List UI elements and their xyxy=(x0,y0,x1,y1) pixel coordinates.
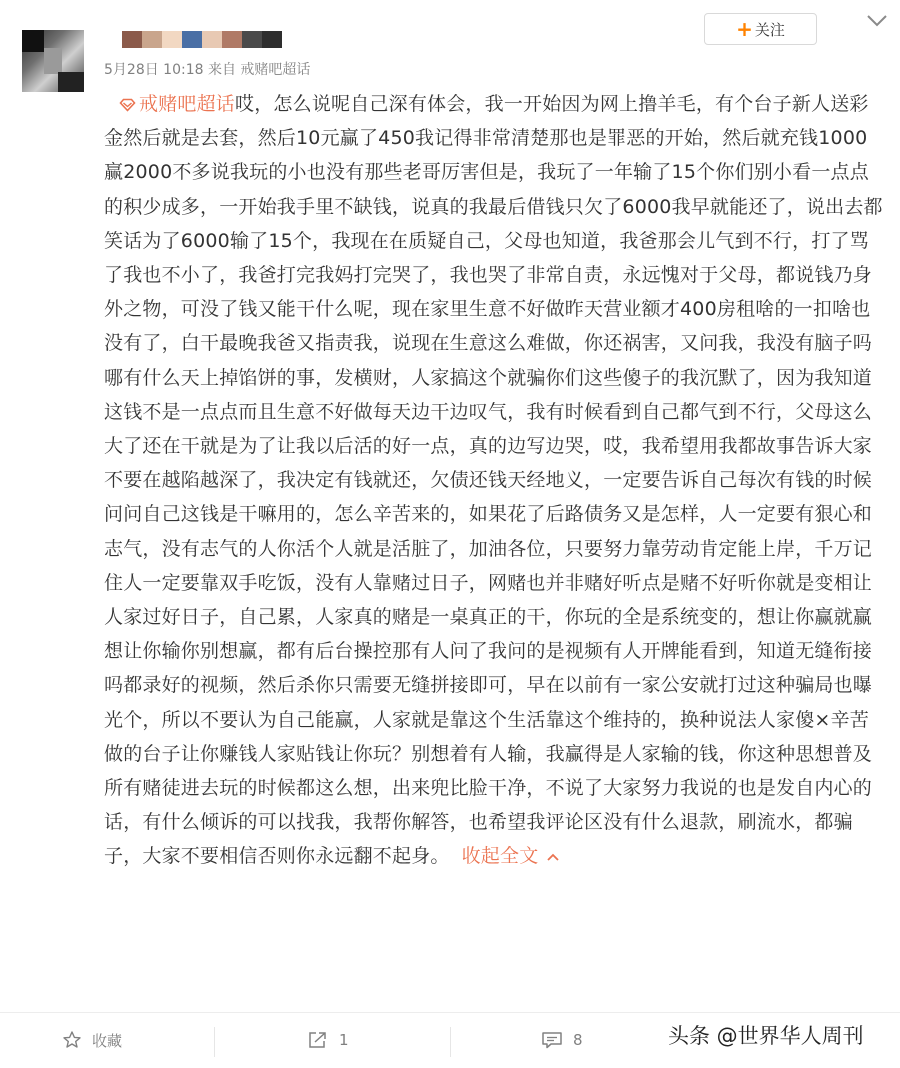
username-mosaic-block xyxy=(162,31,182,48)
avatar-mosaic-block xyxy=(44,48,62,74)
favorite-button[interactable] xyxy=(62,1023,122,1057)
repost-count: 1 xyxy=(339,1031,349,1049)
plus-icon: + xyxy=(736,17,753,41)
comment-count: 8 xyxy=(573,1031,583,1049)
comment-button[interactable] xyxy=(541,1023,583,1057)
follow-button[interactable] xyxy=(704,13,817,45)
post-body-text: 哎，怎么说呢自己深有体会，我一开始因为网上撸羊毛，有个台子新人送彩金然后就是去套，然后10元赢了450我记得非常清楚那也是罪恶的开始，然后就充钱1000赢2000不多说我玩的小也没有那些老哥厉害但是，我玩了一年输了15个你们别小看一点点的积少成多，一开始我手里不缺钱，说真的我最后借钱只欠了6000我早就能还了，说出去都笑话为了6000输了15个，我现在在质疑自己，父母也知道，我爸那会儿气到不行，打了骂了我也不小了，我爸打完我妈打完哭了，我也哭了非常自责，永远愧对于父母，都说钱乃身外之物，可没了钱又能干什么呢，现在家里生意不好做昨天营业额才400房租啥的一扣啥也没有了，白干最晚我爸又指责我，说现在生意这么难做，你还祸害，又问我，我没有脑子吗哪有什么天上掉馅饼的事，发横财，人家搞这个就骗你们这些傻子的我沉默了，因为我知道这钱不是一点点而且生意不好做每天边干边叹气，我有时候看到自己都气到不行，父母这么大了还在干就是为了让我以后活的好一点，真的边写边哭，哎，我希望用我都故事告诉大家不要在越陷越深了，我决定有钱就还，欠债还钱天经地义，一定要告诉自己每次有钱的时候问问自己这钱是干嘛用的，怎么辛苦来的，如果花了后路债务又是怎样，人一定要有狠心和志气，没有志气的人你活个人就是活脏了，加油各位，只要努力靠劳动肯定能上岸，千万记住人一定要靠双手吃饭，没有人靠赌过日子，网赌也并非赌好听点是赌不好听你就是变相让人家过好日子，自己累，人家真的赌是一桌真正的干，你玩的全是系统变的，想让你赢就赢想让你输你别想赢，都有后台操控那有人问了我问的是视频有人开牌能看到，知道无缝衔接吗都录好的视频，然后杀你只需要无缝拼接即可，早在以前有一家公安就打过这种骗局也曝光个，所以不要认为自己能赢，人家就是靠这个生活靠这个维持的，换种说法人家傻×辛苦做的台子让你赚钱人家贴钱让你玩？别想着有人输，我赢得是人家输的钱，你这种思想普及所有赌徒进去玩的时候都这么想，出来兜比脸干净，不说了大家努力我说的也是发自内心的话，有什么倾诉的可以找我，我帮你解答，也希望我评论区没有什么退款，刷流水，都骗子，大家不要相信否则你永远翻不起身。 xyxy=(104,93,883,868)
username-mosaic-block xyxy=(142,31,162,48)
username-mosaic-block xyxy=(182,31,202,48)
collapse-full-text-link[interactable] xyxy=(462,845,561,867)
star-icon xyxy=(62,1030,82,1050)
username-mosaic-block xyxy=(262,31,282,48)
collapse-label: 收起全文 xyxy=(461,845,539,868)
avatar-mosaic-block xyxy=(58,72,84,92)
follow-label: 关注 xyxy=(754,20,785,39)
avatar-mosaic-block xyxy=(22,30,44,52)
favorite-label: 收藏 xyxy=(92,1031,123,1050)
chevron-up-icon xyxy=(546,852,560,862)
super-topic-icon xyxy=(119,98,136,112)
username-mosaic-block xyxy=(222,31,242,48)
divider xyxy=(214,1027,215,1057)
watermark: 头条 @世界华人周刊 xyxy=(668,1024,864,1048)
username-mosaic-block xyxy=(122,31,142,48)
repost-button[interactable] xyxy=(307,1023,349,1057)
super-topic-label: 戒赌吧超话 xyxy=(139,93,236,115)
repost-icon xyxy=(307,1030,329,1050)
chevron-down-icon[interactable] xyxy=(864,10,890,30)
username-mosaic-block xyxy=(202,31,222,48)
blurred-username[interactable] xyxy=(122,31,282,48)
avatar[interactable] xyxy=(22,30,84,92)
comment-icon xyxy=(541,1030,563,1050)
username-mosaic-block xyxy=(242,31,262,48)
post-content xyxy=(104,87,885,874)
post-meta: 5月28日 10:18 来自 戒赌吧超话 xyxy=(104,62,311,78)
divider xyxy=(450,1027,451,1057)
super-topic-link[interactable] xyxy=(104,93,235,115)
